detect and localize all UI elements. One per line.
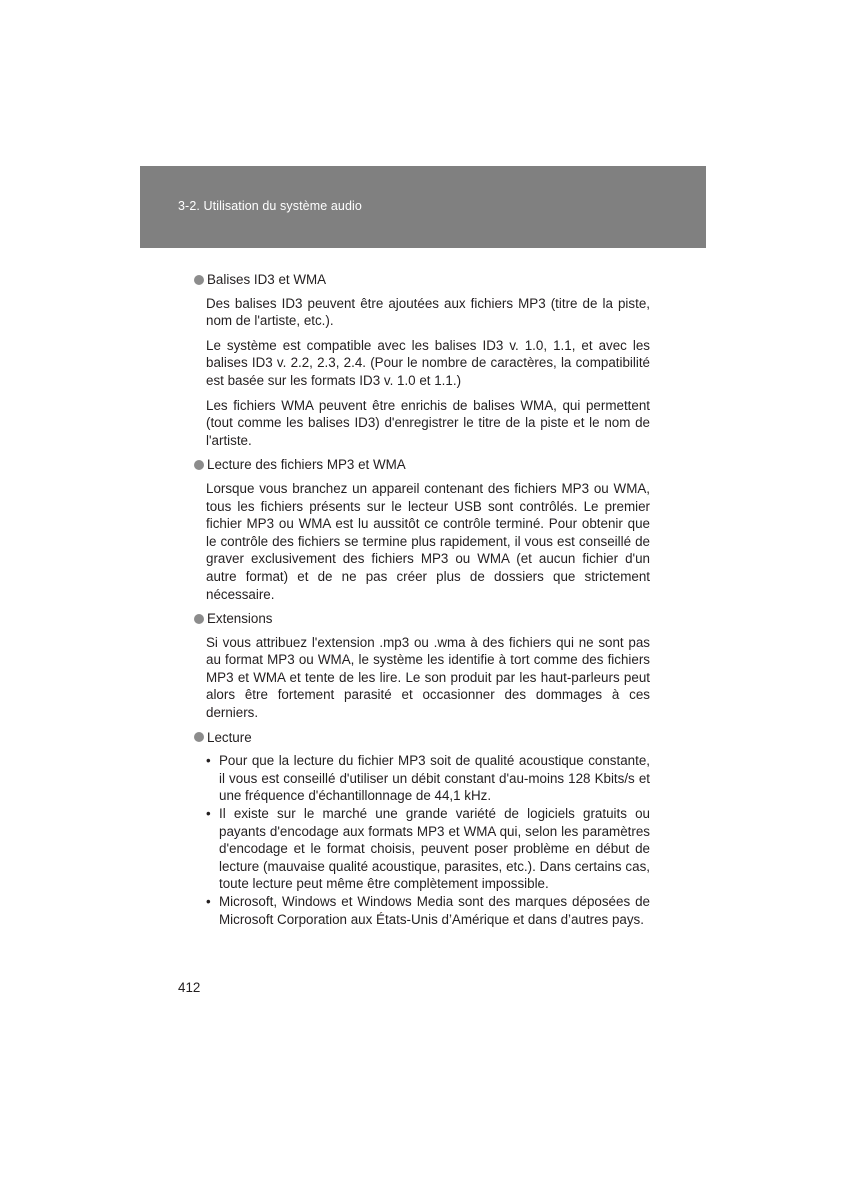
section-bullet-icon	[194, 460, 204, 470]
section-reading-files	[194, 456, 650, 603]
section-heading-text: Extensions	[207, 611, 273, 627]
section-heading	[194, 729, 650, 747]
section-heading-text: Lecture	[207, 729, 252, 745]
section-heading-text: Balises ID3 et WMA	[207, 272, 327, 287]
section-bullet-icon	[194, 614, 204, 624]
list-bullet: •	[206, 894, 211, 909]
section-heading-text: Lecture des fichiers MP3 et WMA	[207, 457, 406, 473]
section-extensions	[194, 610, 650, 722]
list-bullet: •	[206, 753, 211, 769]
list-item-text: Microsoft, Windows et Windows Media sont des marques déposées de Microsoft Corporation aux États-Unis d’Amérique et dans d’autres pays.	[219, 894, 650, 927]
paragraph: Les fichiers WMA peuvent être enrichis de balises WMA, qui permettent (tout comme les balises ID3) d'enregistrer le titre de la piste et le nom de l'artiste.	[206, 397, 650, 448]
section-heading	[194, 456, 650, 474]
section-bullet-icon	[194, 732, 204, 742]
list-item-text: Pour que la lecture du fichier MP3 soit de qualité acoustique constante, il vous est conseillé d'utiliser un débit constant d'au-moins 128 Kbits/s et une fréquence d'échantillonnage de 44,1 kHz.	[219, 753, 650, 804]
section-header-band	[140, 166, 706, 248]
section-lecture	[194, 729, 650, 929]
list-item	[206, 805, 650, 893]
list-item-text: Il existe sur le marché une grande variété de logiciels gratuits ou payants d'encodage aux formats MP3 et WMA qui, selon les paramètres d'encodage et le format choisis, peuvent poser problème en début de lecture (mauvaise qualité acoustique, parasites, etc.). Dans certains cas, toute lecture peut même être complètement impossible.	[219, 806, 650, 892]
paragraph: Si vous attribuez l'extension .mp3 ou .wma à des fichiers qui ne sont pas au format MP3 ou WMA, le système les identifie à tort comme des fichiers MP3 et WMA et tente de les lire. Le son produit par les haut-parleurs peut alors être fortement parasité et occasionner des dommages à ces derniers.	[206, 634, 650, 721]
list-item	[206, 752, 650, 805]
page-content	[194, 271, 650, 928]
paragraph: Des balises ID3 peuvent être ajoutées aux fichiers MP3 (titre de la piste, nom de l'artiste, etc.).	[206, 295, 650, 329]
list-item	[206, 893, 650, 928]
section-id3-wma	[194, 271, 650, 449]
section-bullet-icon	[194, 275, 204, 285]
section-heading	[194, 271, 650, 289]
section-heading	[194, 610, 650, 628]
section-title: 3-2. Utilisation du système audio	[178, 199, 362, 213]
paragraph: Lorsque vous branchez un appareil contenant des fichiers MP3 ou WMA, tous les fichiers présents sur le lecteur USB sont contrôlés. Le premier fichier MP3 ou WMA est lu aussitôt ce contrôle terminé. Pour obtenir que le contrôle des fichiers se termine plus rapidement, il vous est conseillé de graver exclusivement des fichiers MP3 ou WMA (et aucun fichier d'un autre format) et de ne pas créer plus de dossiers que strictement nécessaire.	[206, 480, 650, 602]
list-bullet: •	[206, 806, 211, 822]
bullet-list	[206, 752, 650, 928]
paragraph: Le système est compatible avec les balises ID3 v. 1.0, 1.1, et avec les balises ID3 v. 2.2, 2.3, 2.4. (Pour le nombre de caractères, la compatibilité est basée sur les formats ID3 v. 1.0 et 1.1.)	[206, 337, 650, 388]
page-number: 412	[178, 980, 201, 995]
